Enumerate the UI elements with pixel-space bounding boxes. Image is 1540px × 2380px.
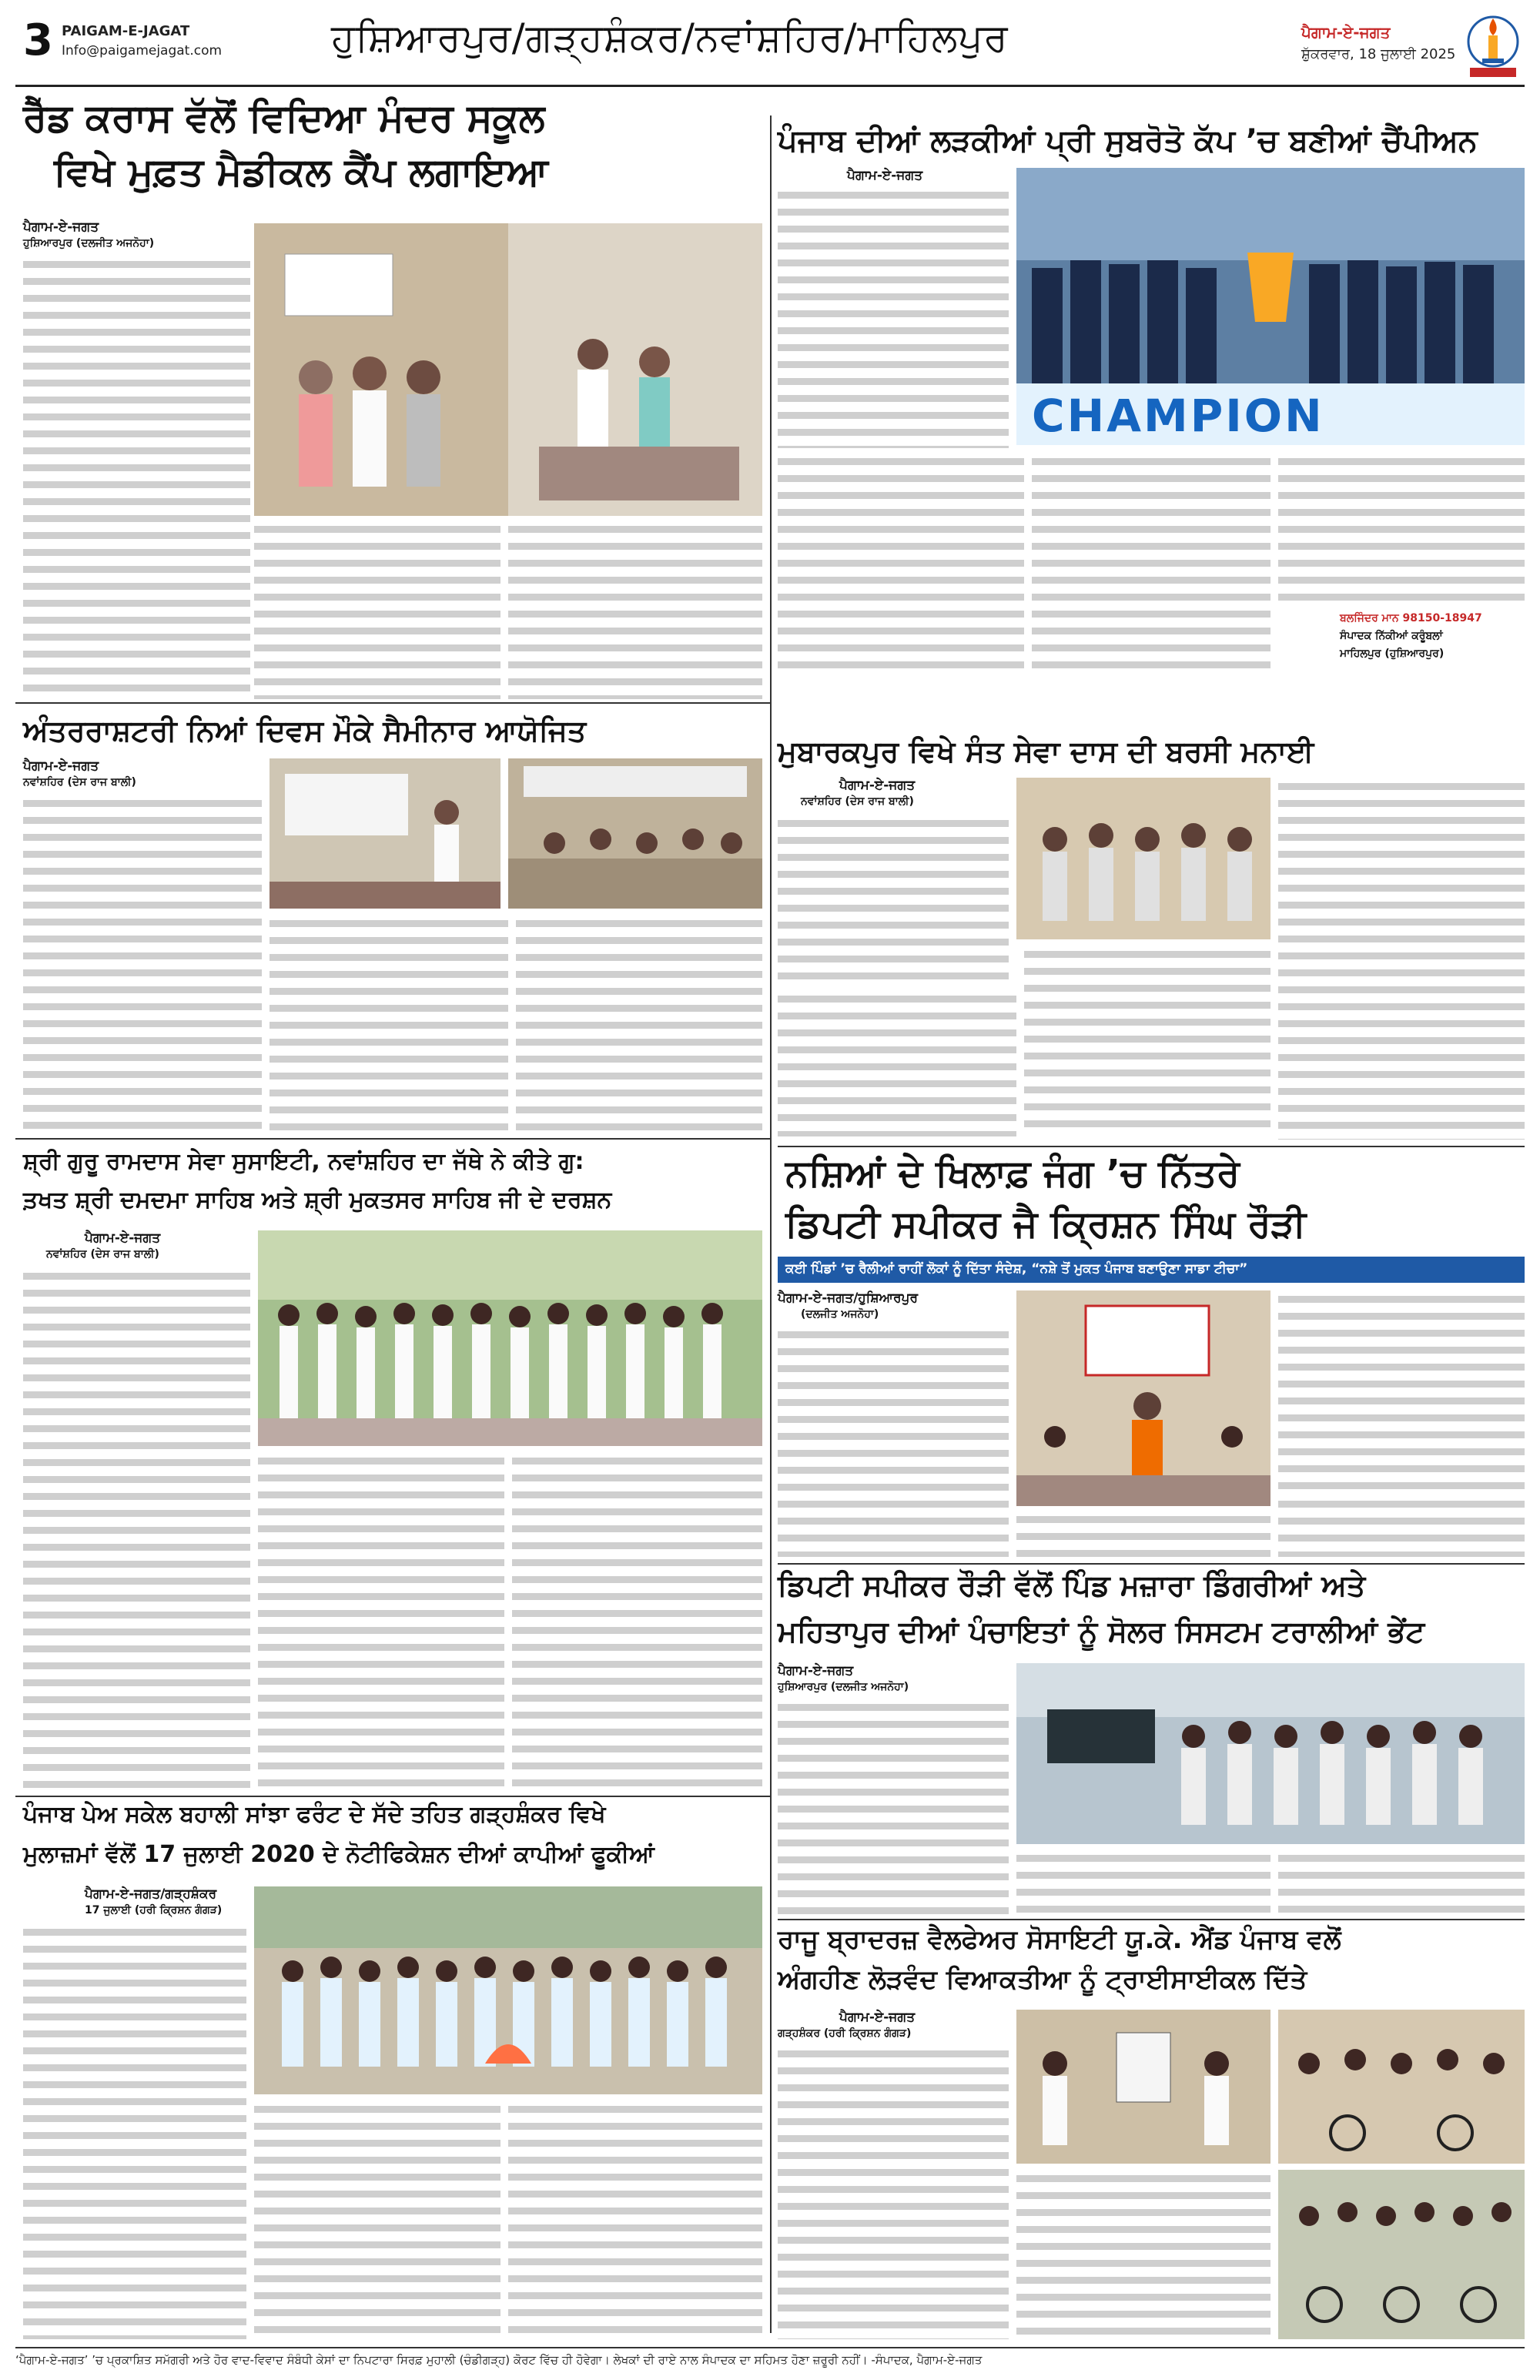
tricycle-photo-2 xyxy=(1278,2010,1525,2164)
issue-date: ਸ਼ੁੱਕਰਵਾਰ, 18 ਜੁਲਾਈ 2025 xyxy=(1301,46,1456,62)
ramdas-body-col-2 xyxy=(258,1452,504,1791)
protest-photo-icon xyxy=(254,1886,762,2094)
nasha-photo-1 xyxy=(1016,1290,1270,1506)
barsi-headline: ਮੁਬਾਰਕਪੁਰ ਵਿਖੇ ਸੰਤ ਸੇਵਾ ਦਾਸ ਦੀ ਬਰਸੀ ਮਨਾਈ xyxy=(778,735,1314,768)
medical-camp-photo-icon xyxy=(254,223,762,516)
barsi-body-col-2 xyxy=(778,990,1016,1136)
champion-banner-text: CHAMPION xyxy=(1032,390,1324,442)
section-rule xyxy=(15,1138,770,1140)
football-body-col-3 xyxy=(1032,453,1270,676)
ramdas-dateline: ਪੈਗਾਮ-ਏ-ਜਗਤ xyxy=(85,1230,161,1246)
football-body-col-2 xyxy=(778,453,1024,676)
football-body-col-1 xyxy=(778,186,1009,448)
nasha-banner: ਕਈ ਪਿੰਡਾਂ ’ਚ ਰੈਲੀਆਂ ਰਾਹੀਂ ਲੋਕਾਂ ਨੂੰ ਦਿੱਤਾ ਸੰਦੇਸ਼, “ਨਸ਼ੇ ਤੋਂ ਮੁਕਤ ਪੰਜਾਬ ਬਣਾਉਣਾ ਸਾਡਾ ਟੀਚਾ” xyxy=(778,1257,1525,1283)
redcross-photo xyxy=(254,223,762,516)
nasha-place: (ਦਲਜੀਤ ਅਜਨੋਹਾ) xyxy=(801,1308,879,1321)
solar-trolley-photo-icon xyxy=(1016,1663,1525,1844)
redcross-body-col-2 xyxy=(254,521,500,699)
redcross-body-col-1 xyxy=(23,256,250,698)
nasha-body-col-1 xyxy=(778,1326,1009,1557)
nasha-headline-2: ਡਿਪਟੀ ਸਪੀਕਰ ਜੈ ਕ੍ਰਿਸ਼ਨ ਸਿੰਘ ਰੌੜੀ xyxy=(785,1203,1307,1246)
football-dateline: ਪੈਗਾਮ-ਏ-ਜਗਤ xyxy=(847,168,923,183)
tricycle-headline-1: ਰਾਜੂ ਬ੍ਰਾਦਰਜ਼ ਵੈਲਫੇਅਰ ਸੋਸਾਇਟੀ ਯੂ.ਕੇ. ਐਂਡ ਪੰਜਾਬ ਵਲੋਂ xyxy=(778,1924,1341,1955)
torch-logo-icon xyxy=(1459,11,1527,82)
jatha-group-photo-icon xyxy=(258,1230,762,1446)
tricycle-group-photo-icon xyxy=(1278,2010,1525,2164)
seminar-dateline: ਪੈਗਾਮ-ਏ-ਜਗਤ xyxy=(23,758,99,774)
beneficiaries-photo-icon xyxy=(1278,2170,1525,2339)
solar-place: ਹੁਸ਼ਿਆਰਪੁਰ (ਦਲਜੀਤ ਅਜਨੋਹਾ) xyxy=(778,1681,909,1693)
seminar-audience-photo-icon xyxy=(508,758,762,909)
masthead-rule xyxy=(15,85,1525,87)
solar-headline-2: ਮਹਿਤਾਪੁਰ ਦੀਆਂ ਪੰਚਾਇਤਾਂ ਨੂੰ ਸੋਲਰ ਸਿਸਟਮ ਟਰਾਲੀਆਂ ਭੇਂਟ xyxy=(778,1615,1425,1649)
barsi-body-col-4 xyxy=(1278,778,1525,1140)
payscale-place: 17 ਜੁਲਾਈ (ਹਰੀ ਕ੍ਰਿਸ਼ਨ ਗੰਗੜ) xyxy=(85,1904,223,1916)
payscale-photo xyxy=(254,1886,762,2094)
section-rule xyxy=(778,1563,1525,1565)
section-rule xyxy=(778,1919,1525,1920)
football-headline: ਪੰਜਾਬ ਦੀਆਂ ਲੜਕੀਆਂ ਪ੍ਰੀ ਸੁਬਰੋਤੋ ਕੱਪ ’ਚ ਬਣੀਆਂ ਚੈਂਪੀਅਨ xyxy=(778,123,1478,159)
football-byline-2: ਸੰਪਾਦਕ ਨਿੱਕੀਆਂ ਕਰੂੰਬਲਾਂ xyxy=(1340,630,1443,642)
tricycle-place: ਗੜ੍ਹਸ਼ੰਕਰ (ਹਰੀ ਕ੍ਰਿਸ਼ਨ ਗੰਗੜ) xyxy=(778,2027,912,2040)
solar-headline-1: ਡਿਪਟੀ ਸਪੀਕਰ ਰੌੜੀ ਵੱਲੋਂ ਪਿੰਡ ਮਜ਼ਾਰਾ ਡਿੰਗਰੀਆਂ ਅਤੇ xyxy=(778,1568,1366,1602)
barsi-dateline: ਪੈਗਾਮ-ਏ-ਜਗਤ xyxy=(839,778,916,793)
payscale-headline-2: ਮੁਲਾਜ਼ਮਾਂ ਵੱਲੋਂ 17 ਜੁਲਾਈ 2020 ਦੇ ਨੋਟੀਫਿਕੇਸ਼ਨ ਦੀਆਂ ਕਾਪੀਆਂ ਫੂਕੀਆਂ xyxy=(23,1841,654,1868)
column-rule xyxy=(770,115,772,2333)
nasha-body-col-2 xyxy=(1016,1511,1270,1557)
payscale-dateline: ਪੈਗਾਮ-ਏ-ਜਗਤ/ਗੜ੍ਹਸ਼ੰਕਰ xyxy=(85,1886,217,1902)
nasha-body-col-4 xyxy=(1278,1290,1525,1491)
tricycle-body-col-1 xyxy=(778,2045,1009,2339)
football-body-col-4 xyxy=(1278,453,1525,607)
rally-stage-photo-icon xyxy=(1016,1290,1270,1506)
tricycle-handover-photo-icon xyxy=(1016,2010,1270,2164)
redcross-place: ਹੁਸ਼ਿਆਰਪੁਰ (ਦਲਜੀਤ ਅਜਨੋਹਾ) xyxy=(23,237,155,249)
region-title: ਹੁਸ਼ਿਆਰਪੁਰ/ਗੜ੍ਹਸ਼ੰਕਰ/ਨਵਾਂਸ਼ਹਿਰ/ਮਾਹਿਲਪੁਰ xyxy=(331,15,1009,60)
section-rule xyxy=(15,702,770,704)
seminar-photo-1 xyxy=(270,758,500,909)
seminar-place: ਨਵਾਂਸ਼ਹਿਰ (ਦੇਸ ਰਾਜ ਬਾਲੀ) xyxy=(23,776,136,788)
solar-body-col-2 xyxy=(1016,1849,1270,1914)
payscale-headline-1: ਪੰਜਾਬ ਪੇਅ ਸਕੇਲ ਬਹਾਲੀ ਸਾਂਝਾ ਫਰੰਟ ਦੇ ਸੱਦੇ ਤਹਿਤ ਗੜ੍ਹਸ਼ੰਕਰ ਵਿਖੇ xyxy=(23,1801,606,1828)
barsi-place: ਨਵਾਂਸ਼ਹਿਰ (ਦੇਸ ਰਾਜ ਬਾਲੀ) xyxy=(801,795,914,808)
paper-email[interactable]: Info@paigamejagat.com xyxy=(62,43,223,59)
page-number: 3 xyxy=(23,15,53,65)
ramdas-body-col-3 xyxy=(512,1452,762,1791)
tricycle-dateline: ਪੈਗਾਮ-ਏ-ਜਗਤ xyxy=(839,2010,916,2025)
tricycle-body-col-2 xyxy=(1016,2170,1270,2339)
masthead xyxy=(0,0,1540,92)
seminar-body-col-2 xyxy=(270,915,508,1132)
football-byline-3: ਮਾਹਿਲਪੁਰ (ਹੁਸ਼ਿਆਰਪੁਰ) xyxy=(1340,648,1445,660)
nasha-dateline: ਪੈਗਾਮ-ਏ-ਜਗਤ/ਹੁਸ਼ਿਆਰਪੁਰ xyxy=(778,1290,919,1306)
ramdas-body-col-1 xyxy=(23,1267,250,1791)
redcross-dateline: ਪੈਗਾਮ-ਏ-ਜਗਤ xyxy=(23,219,99,235)
nasha-headline-1: ਨਸ਼ਿਆਂ ਦੇ ਖਿਲਾਫ਼ ਜੰਗ ’ਚ ਨਿੱਤਰੇ xyxy=(785,1152,1240,1195)
paper-name: PAIGAM-E-JAGAT xyxy=(62,23,190,39)
footer-disclaimer: ‘ਪੈਗਾਮ-ਏ-ਜਗਤ’ ’ਚ ਪ੍ਰਕਾਸ਼ਿਤ ਸਮੱਗਰੀ ਅਤੇ ਹੋਰ ਵਾਦ-ਵਿਵਾਦ ਸੰਬੰਧੀ ਕੇਸਾਂ ਦਾ ਨਿਪਟਾਰਾ ਸਿਰਫ਼ ਮੁਹਾਲੀ (ਚੰਡੀਗੜ੍ਹ) ਕੋਰਟ ਵਿੱਚ ਹੀ ਹੋਵੇਗਾ। ਲੇਖਕਾਂ ਦੀ ਰਾਏ ਨਾਲ ਸੰਪਾਦਕ ਦਾ ਸਹਿਮਤ ਹੋਣਾ ਜ਼ਰੂਰੀ ਨਹੀਂ। -ਸੰਪਾਦਕ, ਪੈਗਾਮ-ਏ-ਜਗਤ xyxy=(15,2347,1525,2370)
brand-name: ਪੈਗਾਮ-ਏ-ਜਗਤ xyxy=(1301,23,1391,42)
solar-body-col-1 xyxy=(778,1699,1009,1914)
solar-photo xyxy=(1016,1663,1525,1844)
seminar-body-col-1 xyxy=(23,795,262,1133)
solar-dateline: ਪੈਗਾਮ-ਏ-ਜਗਤ xyxy=(778,1663,854,1679)
redcross-headline-1: ਰੈੱਡ ਕਰਾਸ ਵੱਲੋਂ ਵਿਦਿਆ ਮੰਦਰ ਸਕੂਲ xyxy=(23,95,545,140)
payscale-body-col-3 xyxy=(508,2100,762,2339)
seminar-photo-2 xyxy=(508,758,762,909)
barsi-photo-1 xyxy=(1016,778,1270,939)
barsi-body-col-1 xyxy=(778,815,1009,984)
redcross-headline-2: ਵਿਖੇ ਮੁਫ਼ਤ ਮੈਡੀਕਲ ਕੈਂਪ ਲਗਾਇਆ xyxy=(54,149,548,194)
ramdas-headline-2: ਤ਼ਖਤ ਸ਼੍ਰੀ ਦਮਦਮਾ ਸਾਹਿਬ ਅਤੇ ਸ਼੍ਰੀ ਮੁਕਤਸਰ ਸਾਹਿਬ ਜੀ ਦੇ ਦਰਸ਼ਨ xyxy=(23,1187,612,1213)
seminar-body-col-3 xyxy=(516,915,762,1132)
ramdas-place: ਨਵਾਂਸ਼ਹਿਰ (ਦੇਸ ਰਾਜ ਬਾਲੀ) xyxy=(46,1248,159,1260)
football-photo xyxy=(1016,168,1525,445)
tricycle-headline-2: ਅੰਗਹੀਣ ਲੋੜਵੰਦ ਵਿਆਕਤੀਆ ਨੂੰ ਟ੍ਰਾਈਸਾਈਕਲ ਦਿੱਤੇ xyxy=(778,1964,1307,1995)
ramdas-headline-1: ਸ਼੍ਰੀ ਗੁਰੂ ਰਾਮਦਾਸ ਸੇਵਾ ਸੁਸਾਇਟੀ, ਨਵਾਂਸ਼ਹਿਰ ਦਾ ਜੱਥੇ ਨੇ ਕੀਤੇ ਗੁ: xyxy=(23,1148,584,1175)
payscale-body-col-1 xyxy=(23,1923,246,2339)
barsi-body-col-3 xyxy=(1024,946,1270,1136)
seminar-headline: ਅੰਤਰਰਾਸ਼ਟਰੀ ਨਿਆਂ ਦਿਵਸ ਮੌਕੇ ਸੈਮੀਨਾਰ ਆਯੋਜਿਤ xyxy=(23,714,587,748)
tricycle-photo-3 xyxy=(1278,2170,1525,2339)
redcross-body-col-3 xyxy=(508,521,762,699)
barsi-gathering-photo-icon xyxy=(1016,778,1270,939)
section-rule xyxy=(778,1146,1525,1147)
solar-body-col-3 xyxy=(1278,1849,1525,1914)
payscale-body-col-2 xyxy=(254,2100,500,2339)
section-rule xyxy=(15,1796,770,1797)
tricycle-photo-1 xyxy=(1016,2010,1270,2164)
ramdas-photo xyxy=(258,1230,762,1446)
football-byline: ਬਲਜਿੰਦਰ ਮਾਨ 98150-18947 xyxy=(1340,612,1482,624)
nasha-body-col-3 xyxy=(1278,1495,1525,1557)
seminar-stage-photo-icon xyxy=(270,758,500,909)
